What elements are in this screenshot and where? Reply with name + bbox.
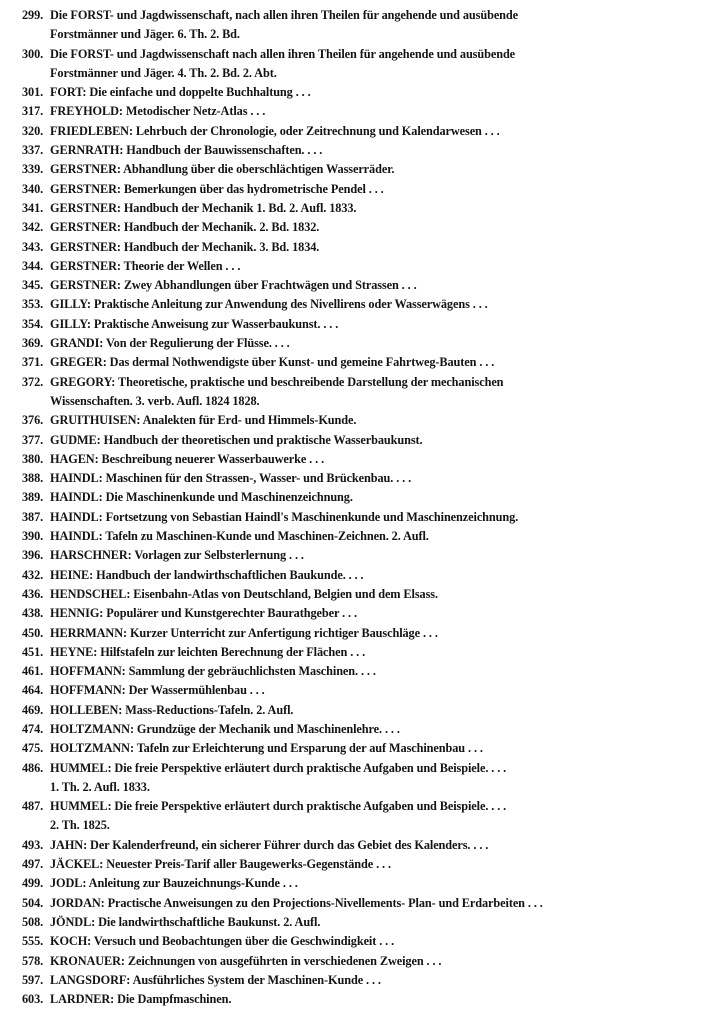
entry-text xyxy=(50,643,713,662)
entry-text xyxy=(50,797,713,836)
entry-line: JAHN: Der Kalenderfreund, ein sicherer Führer durch das Gebiet des Kalenders. . . . xyxy=(50,837,489,852)
entry-text xyxy=(50,488,713,507)
entry-line: HAGEN: Beschreibung neuerer Wasserbauwerke . . . xyxy=(50,451,325,466)
list-item xyxy=(22,218,713,237)
list-item xyxy=(22,315,713,334)
entry-number: 337. xyxy=(22,143,44,158)
entry-number: 344. xyxy=(22,258,44,273)
list-item xyxy=(22,566,713,585)
entry-text xyxy=(50,952,713,971)
entry-text xyxy=(50,411,713,430)
entry-number: 388. xyxy=(22,471,44,486)
entry-text xyxy=(50,102,713,121)
entry-number: 451. xyxy=(22,644,44,659)
list-item xyxy=(22,990,713,1009)
entry-number: 387. xyxy=(22,509,44,524)
entry-number: 354. xyxy=(22,316,44,331)
entry-text xyxy=(50,45,713,84)
entry-line: FREYHOLD: Metodischer Netz-Atlas . . . xyxy=(50,104,266,119)
entry-number: 390. xyxy=(22,529,44,544)
entry-text xyxy=(50,874,713,893)
entry-number: 376. xyxy=(22,413,44,428)
entry-line: JORDAN: Practische Anweisungen zu den Projections-Nivellements- Plan- und Erdarbeiten . . . xyxy=(50,895,543,910)
entry-number: 461. xyxy=(22,664,44,679)
entry-line: HOLTZMANN: Tafeln zur Erleichterung und Ersparung der auf Maschinenbau . . . xyxy=(50,741,483,756)
entry-line: HENDSCHEL: Eisenbahn-Atlas von Deutschland, Belgien und dem Elsass. xyxy=(50,586,438,601)
entry-number: 339. xyxy=(22,162,44,177)
entry-text xyxy=(50,662,713,681)
entry-text xyxy=(50,141,713,160)
entry-line: GERSTNER: Zwey Abhandlungen über Frachtwägen und Strassen . . . xyxy=(50,278,417,293)
list-item xyxy=(22,932,713,951)
entry-line: GERSTNER: Bemerkungen über das hydrometrische Pendel . . . xyxy=(50,181,384,196)
entry-number: 474. xyxy=(22,721,44,736)
entry-text xyxy=(50,469,713,488)
entry-text xyxy=(50,759,713,798)
entry-line: GREGER: Das dermal Nothwendigste über Kunst- und gemeine Fahrtweg-Bauten . . . xyxy=(50,355,495,370)
list-item xyxy=(22,971,713,990)
entry-line: Forstmänner und Jäger. 4. Th. 2. Bd. 2. Abt. xyxy=(50,65,277,80)
entry-number: 341. xyxy=(22,200,44,215)
entry-text xyxy=(50,257,713,276)
entry-line: FORT: Die einfache und doppelte Buchhaltung . . . xyxy=(50,85,311,100)
list-item xyxy=(22,701,713,720)
entry-text xyxy=(50,932,713,951)
entry-line: GERSTNER: Handbuch der Mechanik. 2. Bd. 1832. xyxy=(50,220,320,235)
list-item xyxy=(22,411,713,430)
list-item xyxy=(22,797,713,836)
entry-number: 343. xyxy=(22,239,44,254)
entry-line: 1. Th. 2. Aufl. 1833. xyxy=(50,779,150,794)
entry-text xyxy=(50,720,713,739)
entry-line: GERSTNER: Handbuch der Mechanik. 3. Bd. 1834. xyxy=(50,239,320,254)
entry-number: 497. xyxy=(22,857,44,872)
entry-number: 469. xyxy=(22,702,44,717)
entry-line: GILLY: Praktische Anleitung zur Anwendung des Nivellirens oder Wasserwägens . . . xyxy=(50,297,488,312)
entry-text xyxy=(50,122,713,141)
entry-number: 372. xyxy=(22,374,44,389)
entry-text xyxy=(50,353,713,372)
entry-line: Forstmänner und Jäger. 6. Th. 2. Bd. xyxy=(50,27,240,42)
entry-number: 300. xyxy=(22,46,44,61)
entry-line: GREGORY: Theoretische, praktische und beschreibende Darstellung der mechanischen xyxy=(50,374,504,389)
entry-line: GRUITHUISEN: Analekten für Erd- und Himmels-Kunde. xyxy=(50,413,357,428)
entry-text xyxy=(50,855,713,874)
entry-text xyxy=(50,971,713,990)
list-item xyxy=(22,720,713,739)
entry-text xyxy=(50,218,713,237)
entry-text xyxy=(50,604,713,623)
entry-text xyxy=(50,276,713,295)
list-item xyxy=(22,160,713,179)
list-item xyxy=(22,469,713,488)
list-item xyxy=(22,141,713,160)
entry-line: LARDNER: Die Dampfmaschinen. xyxy=(50,992,232,1007)
entry-number: 377. xyxy=(22,432,44,447)
list-item xyxy=(22,450,713,469)
entry-number: 342. xyxy=(22,220,44,235)
entry-text xyxy=(50,199,713,218)
list-item xyxy=(22,739,713,758)
list-item xyxy=(22,83,713,102)
entry-line: HOLTZMANN: Grundzüge der Mechanik und Maschinenlehre. . . . xyxy=(50,721,400,736)
entry-line: GERNRATH: Handbuch der Bauwissenschaften. . . . xyxy=(50,143,323,158)
entry-text xyxy=(50,6,713,45)
entry-number: 493. xyxy=(22,837,44,852)
entry-line: KOCH: Versuch und Beobachtungen über die Geschwindigkeit . . . xyxy=(50,934,395,949)
list-item xyxy=(22,276,713,295)
list-item xyxy=(22,295,713,314)
entry-line: HEYNE: Hilfstafeln zur leichten Berechnung der Flächen . . . xyxy=(50,644,366,659)
entry-line: GERSTNER: Handbuch der Mechanik 1. Bd. 2. Aufl. 1833. xyxy=(50,200,357,215)
entry-number: 504. xyxy=(22,895,44,910)
list-item xyxy=(22,180,713,199)
list-item xyxy=(22,45,713,84)
entry-line: HOFFMANN: Sammlung der gebräuchlichsten Maschinen. . . . xyxy=(50,664,376,679)
entry-text xyxy=(50,624,713,643)
list-item xyxy=(22,855,713,874)
entry-line: Die FORST- und Jagdwissenschaft nach allen ihren Theilen für angehende und ausübende xyxy=(50,46,516,61)
entry-text xyxy=(50,836,713,855)
list-item xyxy=(22,353,713,372)
list-item xyxy=(22,874,713,893)
entry-number: 396. xyxy=(22,548,44,563)
list-item xyxy=(22,102,713,121)
entry-number: 299. xyxy=(22,8,44,22)
entry-number: 353. xyxy=(22,297,44,312)
entry-line: GRANDI: Von der Regulierung der Flüsse. . . . xyxy=(50,336,290,351)
list-item xyxy=(22,431,713,450)
entry-text xyxy=(50,180,713,199)
entry-number: 345. xyxy=(22,278,44,293)
list-item xyxy=(22,913,713,932)
entry-line: JÄCKEL: Neuester Preis-Tarif aller Baugewerks-Gegenstände . . . xyxy=(50,857,391,872)
entry-number: 320. xyxy=(22,123,44,138)
entry-text xyxy=(50,701,713,720)
entry-number: 508. xyxy=(22,914,44,929)
entry-line: HENNIG: Populärer und Kunstgerechter Baurathgeber . . . xyxy=(50,606,357,621)
entry-line: LANGSDORF: Ausführliches System der Maschinen-Kunde . . . xyxy=(50,972,381,987)
entry-line: HOLLEBEN: Mass-Reductions-Tafeln. 2. Aufl. xyxy=(50,702,294,717)
list-item xyxy=(22,643,713,662)
entry-number: 555. xyxy=(22,934,44,949)
entry-text xyxy=(50,83,713,102)
list-item xyxy=(22,527,713,546)
entry-line: Die FORST- und Jagdwissenschaft, nach allen ihren Theilen für angehende und ausübende xyxy=(50,8,519,22)
entry-line: HAINDL: Tafeln zu Maschinen-Kunde und Maschinen-Zeichnen. 2. Aufl. xyxy=(50,529,429,544)
entry-line: HAINDL: Die Maschinenkunde und Maschinenzeichnung. xyxy=(50,490,353,505)
entry-number: 487. xyxy=(22,799,44,814)
entry-text xyxy=(50,585,713,604)
list-item xyxy=(22,894,713,913)
list-item xyxy=(22,334,713,353)
entry-line: 2. Th. 1825. xyxy=(50,818,110,833)
entry-line: JODL: Anleitung zur Bauzeichnungs-Kunde . . . xyxy=(50,876,298,891)
entry-line: HERRMANN: Kurzer Unterricht zur Anfertigung richtiger Bauschläge . . . xyxy=(50,625,438,640)
entry-text xyxy=(50,681,713,700)
list-item xyxy=(22,373,713,412)
entry-text xyxy=(50,990,713,1009)
list-item xyxy=(22,257,713,276)
entry-line: JÖNDL: Die landwirthschaftliche Baukunst. 2. Aufl. xyxy=(50,914,321,929)
entry-line: GILLY: Praktische Anweisung zur Wasserbaukunst. . . . xyxy=(50,316,339,331)
list-item xyxy=(22,546,713,565)
entry-number: 371. xyxy=(22,355,44,370)
list-item xyxy=(22,122,713,141)
entry-text xyxy=(50,508,713,527)
entry-line: Wissenschaften. 3. verb. Aufl. 1824 1828. xyxy=(50,393,260,408)
entry-number: 317. xyxy=(22,104,44,119)
entry-line: KRONAUER: Zeichnungen von ausgeführten in verschiedenen Zweigen . . . xyxy=(50,953,442,968)
entry-line: GERSTNER: Theorie der Wellen . . . xyxy=(50,258,241,273)
list-item xyxy=(22,488,713,507)
entry-text xyxy=(50,373,713,412)
entry-number: 475. xyxy=(22,741,44,756)
entry-text xyxy=(50,238,713,257)
entry-number: 432. xyxy=(22,567,44,582)
list-item xyxy=(22,759,713,798)
entry-line: FRIEDLEBEN: Lehrbuch der Chronologie, oder Zeitrechnung und Kalendarwesen . . . xyxy=(50,123,500,138)
list-item xyxy=(22,624,713,643)
entry-text xyxy=(50,431,713,450)
entry-line: HAINDL: Fortsetzung von Sebastian Haindl's Maschinenkunde und Maschinenzeichnung. xyxy=(50,509,519,524)
entry-number: 389. xyxy=(22,490,44,505)
list-item xyxy=(22,952,713,971)
entry-number: 369. xyxy=(22,336,44,351)
entry-line: HARSCHNER: Vorlagen zur Selbsterlernung . . . xyxy=(50,548,304,563)
entry-line: HUMMEL: Die freie Perspektive erläutert durch praktische Aufgaben und Beispiele. . . . xyxy=(50,799,507,814)
entry-number: 464. xyxy=(22,683,44,698)
entry-text xyxy=(50,527,713,546)
entry-text xyxy=(50,546,713,565)
entry-line: HEINE: Handbuch der landwirthschaftlichen Baukunde. . . . xyxy=(50,567,364,582)
entry-text xyxy=(50,894,713,913)
list-item xyxy=(22,836,713,855)
entry-text xyxy=(50,160,713,179)
entry-number: 597. xyxy=(22,972,44,987)
entry-text xyxy=(50,739,713,758)
entry-number: 438. xyxy=(22,606,44,621)
entry-number: 301. xyxy=(22,85,44,100)
list-item xyxy=(22,662,713,681)
entry-number: 499. xyxy=(22,876,44,891)
entry-line: HAINDL: Maschinen für den Strassen-, Wasser- und Brückenbau. . . . xyxy=(50,471,412,486)
entry-number: 578. xyxy=(22,953,44,968)
entry-number: 380. xyxy=(22,451,44,466)
entry-text xyxy=(50,913,713,932)
entry-text xyxy=(50,334,713,353)
list-item xyxy=(22,238,713,257)
list-item xyxy=(22,508,713,527)
entry-number: 603. xyxy=(22,992,44,1007)
list-item xyxy=(22,585,713,604)
entry-line: GUDME: Handbuch der theoretischen und praktische Wasserbaukunst. xyxy=(50,432,423,447)
entry-text xyxy=(50,315,713,334)
entry-line: HUMMEL: Die freie Perspektive erläutert durch praktische Aufgaben und Beispiele. . . . xyxy=(50,760,507,775)
entry-number: 450. xyxy=(22,625,44,640)
list-item xyxy=(22,199,713,218)
list-item xyxy=(22,681,713,700)
entry-number: 340. xyxy=(22,181,44,196)
entry-text xyxy=(50,450,713,469)
list-item xyxy=(22,6,713,45)
entry-line: GERSTNER: Abhandlung über die oberschlächtigen Wasserräder. xyxy=(50,162,395,177)
entry-number: 436. xyxy=(22,586,44,601)
entry-line: HOFFMANN: Der Wassermühlenbau . . . xyxy=(50,683,265,698)
entry-number: 486. xyxy=(22,760,44,775)
list-item xyxy=(22,604,713,623)
entry-text xyxy=(50,566,713,585)
entry-text xyxy=(50,295,713,314)
book-list xyxy=(22,6,713,1009)
